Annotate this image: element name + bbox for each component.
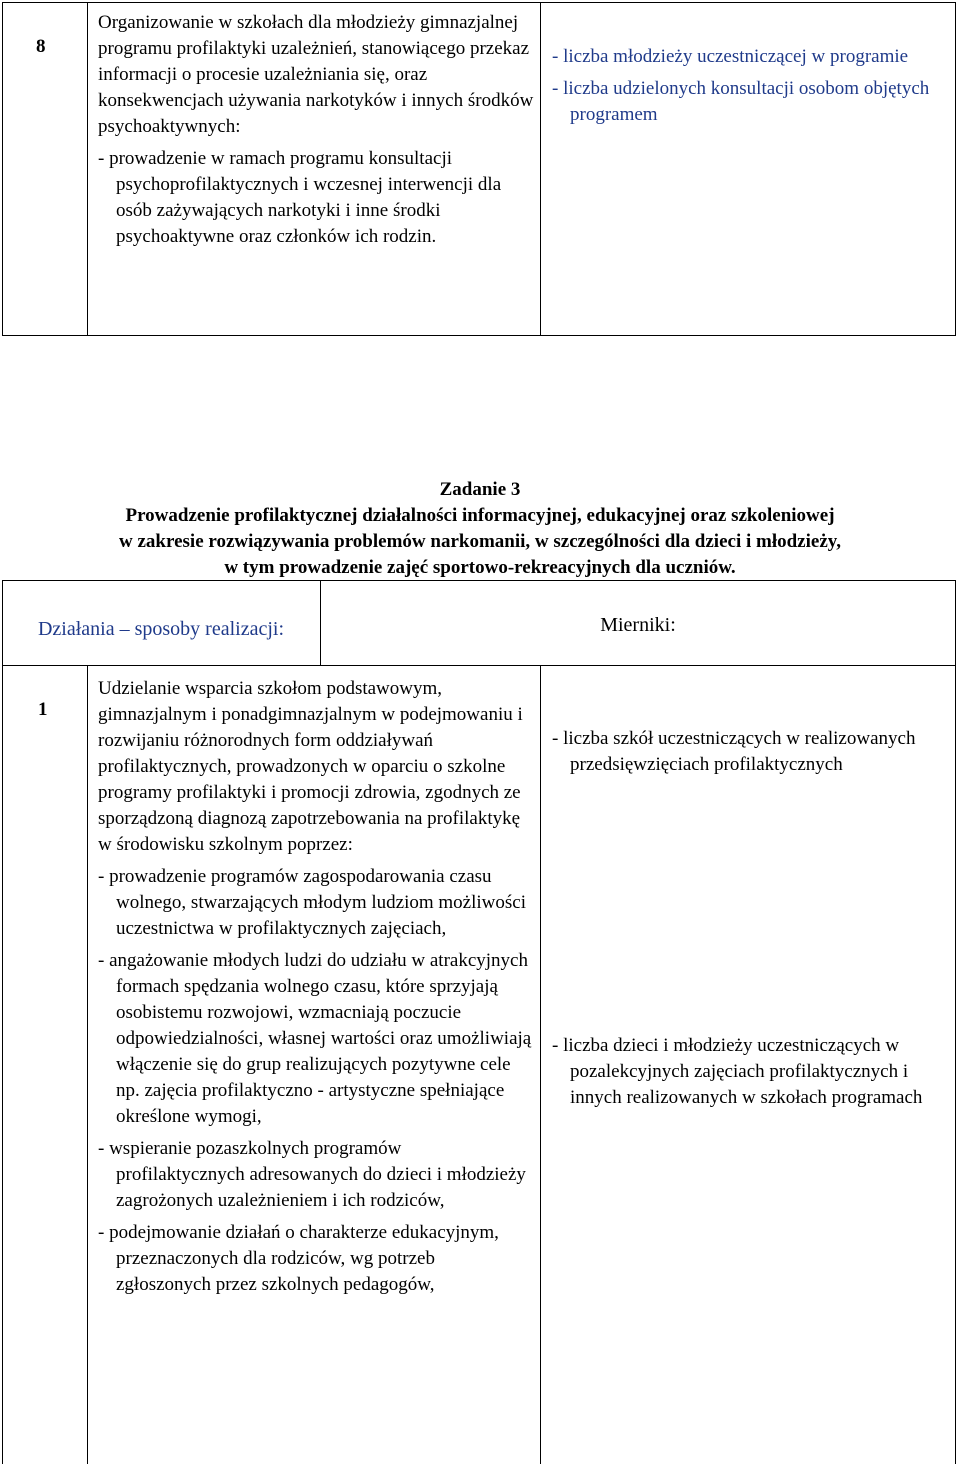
top-table-border-right [955,2,956,336]
row1-measure-2-cell [552,1033,932,1111]
top-measures-cell [552,44,948,128]
row-number: 8 [36,36,46,57]
top-table-divider-1 [87,2,88,336]
row1-measure-1-cell [552,726,932,778]
column-header-actions: Działania – sposoby realizacji: [37,618,284,640]
task-line-1: Prowadzenie profilaktycznej działalności informacyjnej, edukacyjnej oraz szkoleniowej [125,505,835,526]
row1-item-3: - wspieranie pozaszkolnych programów profilaktycznych adresowanych do dzieci i młodzieży zagrożonych uzależnieniem i ich rodziców, [98,1138,526,1211]
column-header-measures: Mierniki: [600,614,676,636]
row1-item-1: - prowadzenie programów zagospodarowania czasu wolnego, stwarzających młodym ludziom możliwości uczestnictwa w profilaktycznych zajęciach, [98,866,526,939]
top-table-border-left [2,2,3,336]
task-line-2: w zakresie rozwiązywania problemów narkomanii, w szczególności dla dzieci i młodzieży, [119,531,841,552]
row-number-1: 1 [38,699,48,720]
top-measure-1: - liczba młodzieży uczestniczącej w programie [552,46,909,67]
lower-table-header-divider [2,665,956,666]
top-intro-text: Organizowanie w szkołach dla młodzieży gimnazjalnej programu profilaktyki uzależnień, stanowiącego przekaz informacji o procesie uzależniania się, oraz konsekwencjach używania narkotyków i innych środków psychoaktywnych: [98,12,534,137]
top-actions-cell [98,10,534,250]
lower-divider-1 [87,665,88,1464]
task-heading [0,477,960,581]
row1-actions-cell [98,676,534,1298]
row1-measure-2: - liczba dzieci i młodzieży uczestniczących w pozalekcyjnych zajęciach profilaktycznych i innych realizowanych w szkołach programach [552,1035,923,1108]
top-table-divider-2 [540,2,541,336]
row1-item-2: - angażowanie młodych ludzi do udziału w atrakcyjnych formach spędzania wolnego czasu, które sprzyjają osobistemu rozwojowi, wzmacniają poczucie odpowiedzialności, własnej wartości oraz umożliwiają włączenie się do grup realizujących pozytywne cele np. zajęcia profilaktyczno - artystyczne spełniające określone wymogi, [98,950,532,1127]
row1-item-4: - podejmowanie działań o charakterze edukacyjnym, przeznaczonych dla rodziców, wg potrzeb zgłoszonych przez szkolnych pedagogów, [98,1222,499,1295]
lower-table-border-top [2,580,956,581]
top-bullet-text: - prowadzenie w ramach programu konsultacji psychoprofilaktycznych i wczesnej interwencji dla osób zażywających narkotyki i inne środki psychoaktywne oraz członków ich rodzin. [98,148,502,247]
row1-measure-1: - liczba szkół uczestniczących w realizowanych przedsięwzięciach profilaktycznych [552,728,916,775]
top-measure-2: - liczba udzielonych konsultacji osobom objętych programem [552,78,930,125]
lower-table-border-left [2,580,3,1464]
task-line-3: w tym prowadzenie zajęć sportowo-rekreacyjnych dla uczniów. [224,557,736,578]
row1-intro-text: Udzielanie wsparcia szkołom podstawowym, gimnazjalnym i ponadgimnazjalnym w podejmowaniu i rozwijaniu różnorodnych form oddziaływań profilaktycznych, prowadzonych w oparciu o szkolne programy profilaktyki i promocji zdrowia, zgodnych ze sporządzoną diagnozą zapotrzebowania na profilaktykę w środowisku szkolnym poprzez: [98,678,523,855]
lower-divider-2 [540,665,541,1464]
lower-table-border-right [955,580,956,1464]
top-table-border-top [2,2,956,3]
task-title: Zadanie 3 [439,479,521,500]
top-table-border-bottom [2,335,956,336]
